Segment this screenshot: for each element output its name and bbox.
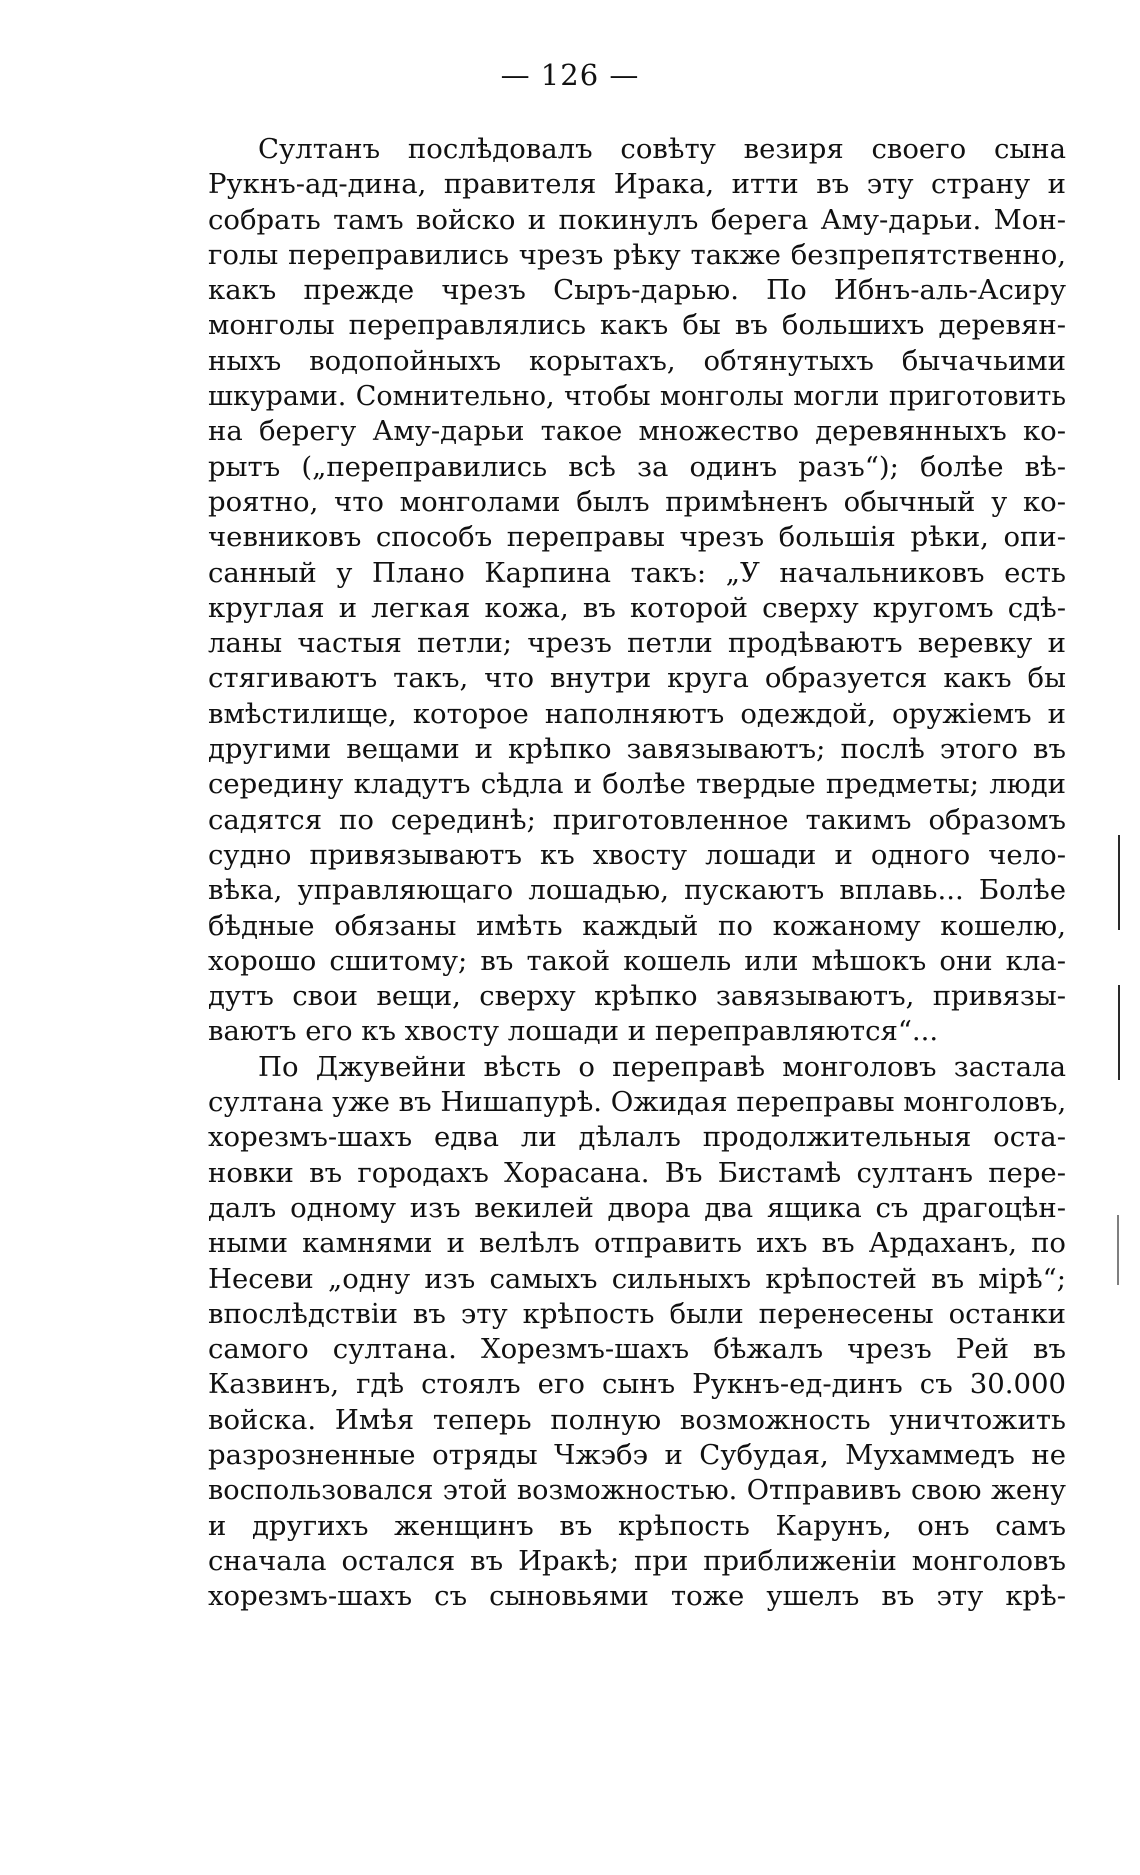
text-line: воспользовался этой возможностью. Отправивъ свою жену bbox=[208, 1475, 1066, 1507]
text-line: Несеви „одну изъ самыхъ сильныхъ крѣпостей въ мірѣ“; bbox=[208, 1262, 1066, 1295]
text-line: По Джувейни вѣсть о переправѣ монголовъ застала bbox=[258, 1050, 1066, 1083]
text-line: на берегу Аму-дарьи такое множество деревянныхъ ко- bbox=[208, 415, 1066, 448]
text-line: дутъ свои вещи, сверху крѣпко завязываютъ, привязы- bbox=[208, 980, 1066, 1013]
scan-margin-mark bbox=[1118, 985, 1120, 1080]
text-line: ланы частыя петли; чрезъ петли продѣваютъ веревку и bbox=[208, 627, 1066, 660]
text-line: ваютъ его къ хвосту лошади и переправляются“... bbox=[208, 1015, 939, 1048]
text-line: султана уже въ Нишапурѣ. Ожидая переправы монголовъ, bbox=[208, 1086, 1067, 1119]
text-line: судно привязываютъ къ хвосту лошади и одного чело- bbox=[208, 838, 1066, 871]
text-line: ными камнями и велѣлъ отправить ихъ въ Ардаханъ, по bbox=[208, 1227, 1066, 1260]
text-line: вмѣстилище, которое наполняютъ одеждой, оружіемъ и bbox=[208, 697, 1066, 730]
text-line: голы переправились чрезъ рѣку также безпрепятственно, bbox=[208, 238, 1066, 271]
text-line: середину кладутъ сѣдла и болѣе твердые предметы; люди bbox=[208, 768, 1066, 801]
text-line: какъ прежде чрезъ Сыръ-дарью. По Ибнъ-аль-Асиру bbox=[208, 274, 1066, 307]
scan-margin-mark bbox=[1117, 1215, 1119, 1285]
text-line: и другихъ женщинъ въ крѣпость Карунъ, онъ самъ bbox=[208, 1509, 1066, 1542]
text-line: стягиваютъ такъ, что внутри круга образуется какъ бы bbox=[208, 662, 1066, 695]
text-line: рытъ („переправились всѣ за одинъ разъ“); болѣе вѣ- bbox=[208, 450, 1066, 483]
text-line: монголы переправлялись какъ бы въ большихъ деревян- bbox=[208, 309, 1066, 342]
page-number: — 126 — bbox=[500, 58, 640, 92]
text-line: ныхъ водопойныхъ корытахъ, обтянутыхъ бычачьими bbox=[208, 344, 1066, 377]
text-line: разрозненные отряды Чжэбэ и Субудая, Мухаммедъ не bbox=[208, 1438, 1066, 1471]
text-line: бѣдные обязаны имѣть каждый по кожаному кошелю, bbox=[208, 909, 1066, 942]
text-line: круглая и легкая кожа, въ которой сверху кругомъ сдѣ- bbox=[208, 591, 1066, 624]
text-line: Казвинъ, гдѣ стоялъ его сынъ Рукнъ-ед-динъ съ 30.000 bbox=[208, 1368, 1066, 1401]
text-line: другими вещами и крѣпко завязываютъ; послѣ этого въ bbox=[208, 733, 1066, 766]
text-line: хорезмъ-шахъ съ сыновьями тоже ушелъ въ эту крѣ- bbox=[208, 1580, 1066, 1613]
text-line: Султанъ послѣдовалъ совѣту везиря своего сына bbox=[258, 133, 1066, 165]
text-line: новки въ городахъ Хорасана. Въ Бистамѣ султанъ пере- bbox=[208, 1156, 1066, 1189]
text-line: войска. Имѣя теперь полную возможность уничтожить bbox=[208, 1403, 1066, 1436]
text-line: впослѣдствіи въ эту крѣпость были перенесены останки bbox=[208, 1297, 1066, 1330]
text-line: сначала остался въ Иракѣ; при приближеніи монголовъ bbox=[208, 1544, 1066, 1577]
text-line: садятся по серединѣ; приготовленное такимъ образомъ bbox=[208, 803, 1066, 836]
text-line: Рукнъ-ад-дина, правителя Ирака, итти въ эту страну и bbox=[208, 168, 1066, 201]
text-line: хорезмъ-шахъ едва ли дѣлалъ продолжительныя оста- bbox=[208, 1121, 1066, 1154]
text-line: чевниковъ способъ переправы чрезъ большія рѣки, опи- bbox=[208, 521, 1066, 554]
text-line: далъ одному изъ векилей двора два ящика съ драгоцѣн- bbox=[208, 1191, 1066, 1224]
text-line: собрать тамъ войско и покинулъ берега Аму-дарьи. Мон- bbox=[208, 203, 1066, 236]
text-line: вѣка, управляющаго лошадью, пускаютъ вплавь... Болѣе bbox=[208, 874, 1066, 907]
text-line: шкурами. Сомнительно, чтобы монголы могли приготовить bbox=[208, 381, 1066, 413]
text-line: санный у Плано Карпина такъ: „У начальниковъ есть bbox=[208, 556, 1066, 589]
text-line: хорошо сшитому; въ такой кошель или мѣшокъ они кла- bbox=[208, 944, 1066, 977]
scan-margin-mark bbox=[1118, 835, 1120, 930]
text-line: самого султана. Хорезмъ-шахъ бѣжалъ чрезъ Рей въ bbox=[208, 1333, 1066, 1366]
text-line: роятно, что монголами былъ примѣненъ обычный у ко- bbox=[208, 485, 1066, 518]
body-text bbox=[208, 132, 1066, 1614]
